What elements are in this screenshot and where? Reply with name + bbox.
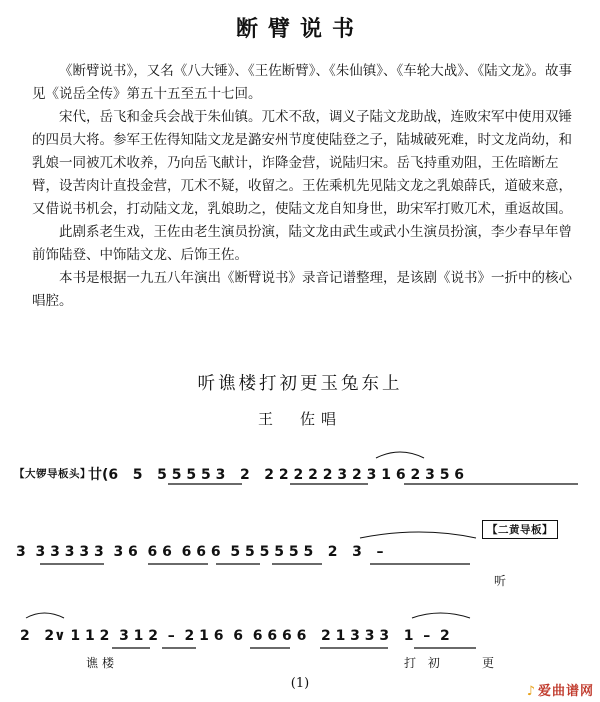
row3-slur-right [412, 613, 470, 618]
lyric-dachu: 打 初 [404, 656, 444, 670]
site-watermark [527, 680, 594, 699]
intro-paragraph-1: 《断臂说书》，又名《八大锤》、《王佐断臂》、《朱仙镇》、《车轮大战》、《陆文龙》。故事见《说岳全传》第五十五至五十七回。 [32, 63, 572, 102]
music-note-icon: ♪ [526, 684, 536, 699]
intro-paragraph-3: 此剧系老生戏，王佐由老生演员扮演，陆文龙由武生或武小生演员扮演，李少春早年曾前饰陆登、中饰陆文龙、后饰王佐。 [32, 224, 572, 263]
row1-slur [376, 452, 424, 458]
song-title: 听谯楼打初更玉兔东上 [197, 374, 403, 394]
watermark-text: 爱曲谱网 [537, 684, 594, 699]
row2-slur [360, 532, 476, 538]
row3-slur-left [26, 613, 64, 618]
lyric-geng: 更 [482, 656, 499, 670]
tone-mode-label: 【二黄导板】 [482, 520, 558, 539]
score-row-1-notes: 廿(6 5 5 5 5 5 3 2 2 2 2 2 2 3 2 3 1 6 2 3 5 6 [88, 467, 465, 483]
intro-paragraph-4: 本书是根据一九五八年演出《断臂说书》录音记谱整理，是该剧《说书》一折中的核心唱腔。 [32, 270, 572, 309]
page-number: (1) [290, 676, 310, 691]
score-row-3-notes: 2 2∨ 1 1 2 3 1 2 – 2 1 6 6 6 6 6 6 2 1 3 3 3 1 – 2 [20, 628, 450, 644]
page-title: 断臂说书 [235, 17, 364, 42]
percussion-intro-label: 【大锣导板头】 [14, 468, 91, 480]
lyric-qiaolou: 谯楼 [86, 656, 119, 670]
score-row-2-notes: 3 3 3 3 3 3 3 6 6 6 6 6 6 5 5 5 5 5 5 2 3 – [16, 544, 384, 560]
singer-credit: 王 佐唱 [257, 410, 342, 428]
intro-paragraph-2: 宋代，岳飞和金兵会战于朱仙镇。兀术不敌，调义子陆文龙助战，连败宋军中使用双锤的四员大将。参军王佐得知陆文龙是潞安州节度使陆登之子，陆城破死难，时文龙尚幼，和乳娘一同被兀术收养，乃向岳飞献计，诈降金营，说陆归宋。岳飞持重劝阻，王佐暗断左臂，设苦肉计直投金营，兀术不疑，收留之。王佐乘机先见陆文龙之乳娘薛氏，道破来意，又借说书机会，打动陆文龙，乳娘助之，使陆文龙自知身世，助宋军打败兀术，重返故国。 [32, 109, 572, 217]
lyric-ting: 听 [494, 574, 511, 588]
